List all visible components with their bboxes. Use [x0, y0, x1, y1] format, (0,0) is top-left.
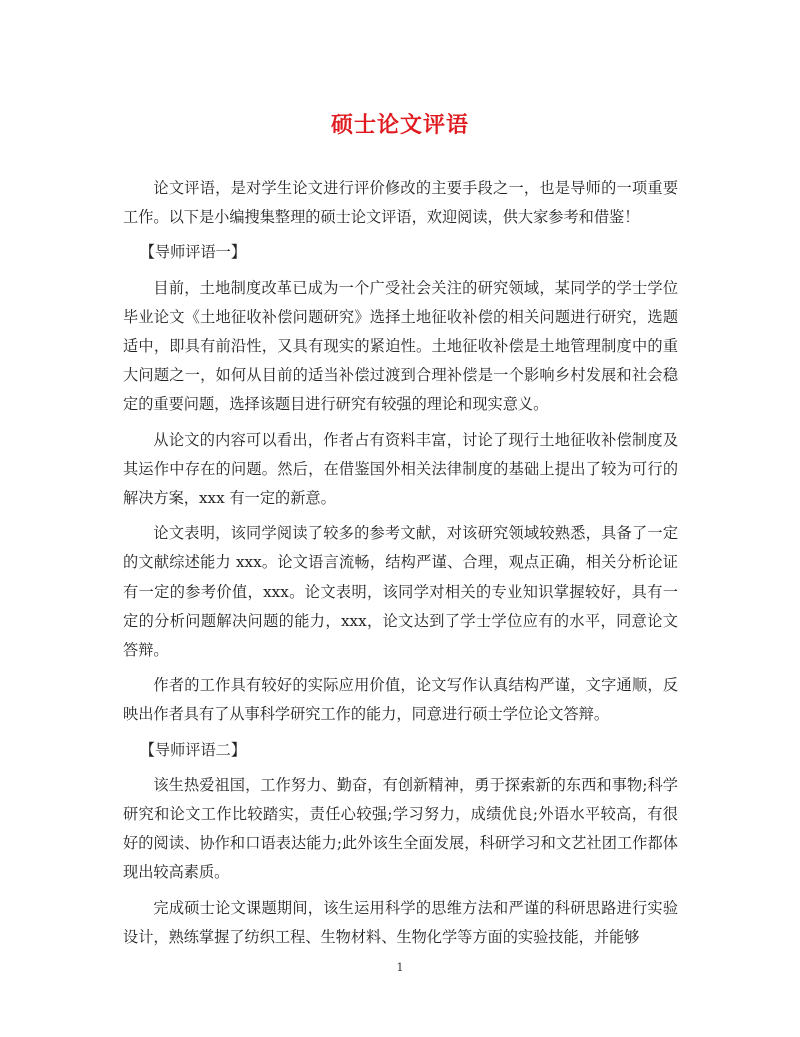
intro-paragraph: 论文评语，是对学生论文进行评价修改的主要手段之一，也是导师的一项重要工作。以下是小编搜集整理的硕士论文评语，欢迎阅读，供大家参考和借鉴！ — [123, 179, 678, 227]
body-paragraph: 完成硕士论文课题期间，该生运用科学的思维方法和严谨的科研思路进行实验设计，熟练掌握了纺织工程、生物材料、生物化学等方面的实验技能，并能够 — [123, 898, 678, 946]
section-heading-2: 【导师评语二】 — [139, 740, 247, 759]
body-paragraph: 论文表明，该同学阅读了较多的参考文献，对该研究领域较熟悉，具备了一定的文献综述能力 xxx。论文语言流畅，结构严谨、合理，观点正确，相关分析论证有一定的参考价值，xxx。论文表明，该同学对相关的专业知识掌握较好，具有一定的分析问题解决问题的能力，xxx，论文达到了学士学位应有的水平，同意论文答辩。 — [123, 524, 678, 660]
body-paragraph: 从论文的内容可以看出，作者占有资料丰富，讨论了现行土地征收补偿制度及其运作中存在的问题。然后，在借鉴国外相关法律制度的基础上提出了较为可行的解决方案，xxx 有一定的新意。 — [123, 430, 678, 508]
page-number: 1 — [396, 961, 404, 974]
body-paragraph: 目前，土地制度改革已成为一个广受社会关注的研究领域，某同学的学士学位毕业论文《土地征收补偿问题研究》选择土地征收补偿的相关问题进行研究，选题适中，即具有前沿性，又具有现实的紧迫性。土地征收补偿是土地管理制度中的重大问题之一，如何从目前的适当补偿过渡到合理补偿是一个影响乡村发展和社会稳定的重要问题，选择该题目进行研究有较强的理论和现实意义。 — [123, 278, 678, 414]
body-paragraph: 该生热爱祖国，工作努力、勤奋，有创新精神，勇于探索新的东西和事物;科学研究和论文工作比较踏实，责任心较强;学习努力，成绩优良;外语水平较高，有很好的阅读、协作和口语表达能力;此外该生全面发展，科研学习和文艺社团工作都体现出较高素质。 — [123, 775, 678, 882]
document-body — [123, 174, 678, 952]
body-paragraph: 作者的工作具有较好的实际应用价值，论文写作认真结构严谨，文字通顺，反映出作者具有了从事科学研究工作的能力，同意进行硕士学位论文答辩。 — [123, 676, 678, 724]
section-heading-1: 【导师评语一】 — [139, 243, 247, 262]
document-title: 硕士论文评语 — [330, 112, 469, 138]
